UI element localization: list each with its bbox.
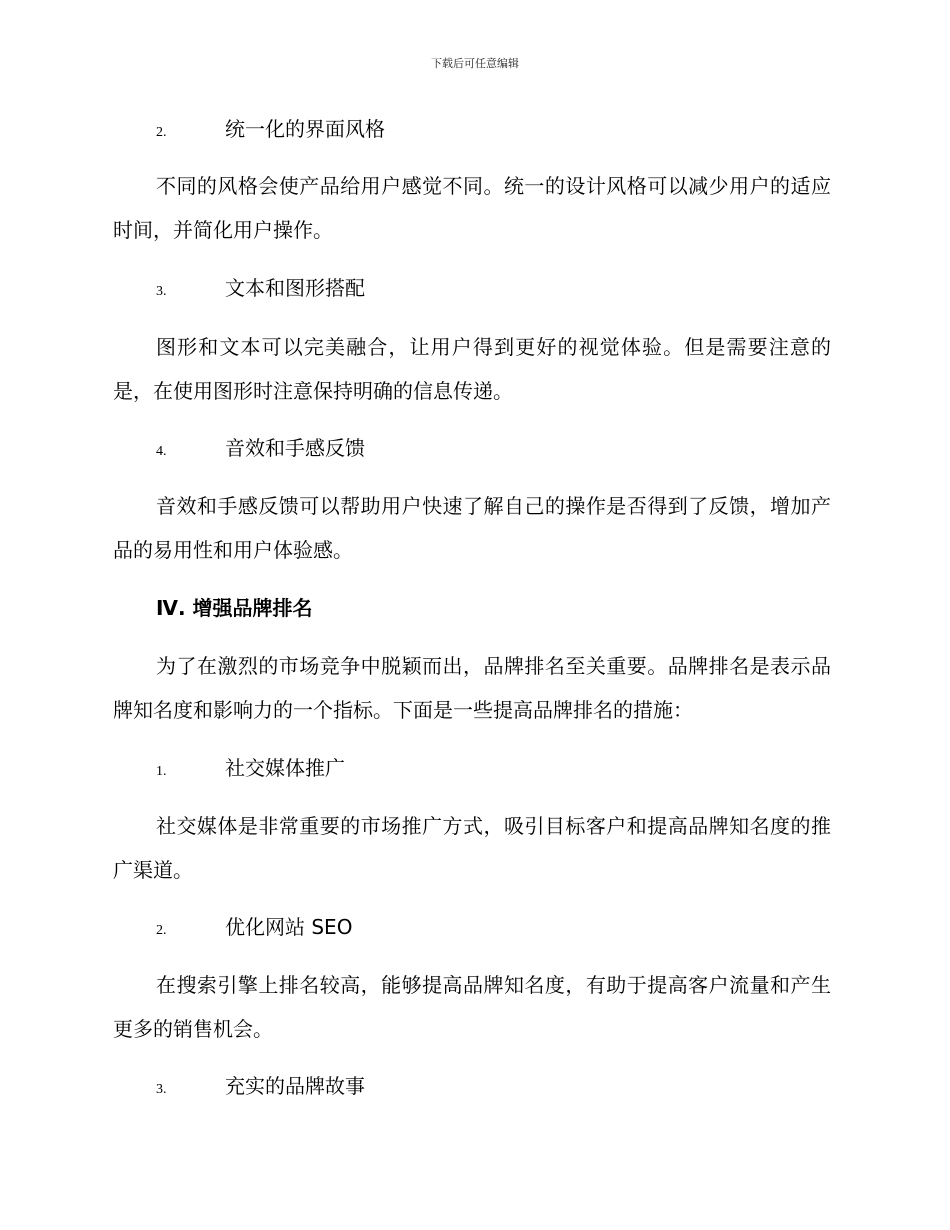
list-item-heading <box>113 434 831 462</box>
list-item-title: 音效和手感反馈 <box>225 436 365 460</box>
list-item-number: 3. <box>156 284 167 299</box>
list-item-number: 1. <box>156 764 167 779</box>
list-item-heading <box>113 1072 831 1100</box>
list-item-heading <box>113 274 831 302</box>
list-item-title: 社交媒体推广 <box>225 756 345 780</box>
list-item-number: 2. <box>156 923 167 938</box>
list-item-heading <box>113 913 831 941</box>
body-paragraph: 音效和手感反馈可以帮助用户快速了解自己的操作是否得到了反馈，增加产品的易用性和用户体验感。 <box>113 494 831 562</box>
page-header-note: 下载后可任意编辑 <box>431 57 519 70</box>
list-item-title: 统一化的界面风格 <box>225 117 385 141</box>
list-item-number: 4. <box>156 444 167 459</box>
list-item-title: 优化网站 SEO <box>225 915 353 939</box>
body-paragraph: 在搜索引擎上排名较高，能够提高品牌知名度，有助于提高客户流量和产生更多的销售机会。 <box>113 973 831 1041</box>
list-item-number: 3. <box>156 1082 167 1097</box>
list-item-heading <box>113 115 831 143</box>
list-item-heading <box>113 754 831 782</box>
section-heading: Ⅳ. 增强品牌排名 <box>156 596 313 620</box>
body-paragraph: 为了在激烈的市场竞争中脱颖而出，品牌排名至关重要。品牌排名是表示品牌知名度和影响力的一个指标。下面是一些提高品牌排名的措施： <box>113 654 831 722</box>
list-item-title: 文本和图形搭配 <box>225 276 365 300</box>
body-paragraph: 不同的风格会使产品给用户感觉不同。统一的设计风格可以减少用户的适应时间，并简化用户操作。 <box>113 174 831 242</box>
list-item-number: 2. <box>156 125 167 140</box>
body-paragraph: 图形和文本可以完美融合，让用户得到更好的视觉体验。但是需要注意的是，在使用图形时注意保持明确的信息传递。 <box>113 335 831 403</box>
list-item-title: 充实的品牌故事 <box>225 1074 365 1098</box>
body-paragraph: 社交媒体是非常重要的市场推广方式，吸引目标客户和提高品牌知名度的推广渠道。 <box>113 814 831 882</box>
